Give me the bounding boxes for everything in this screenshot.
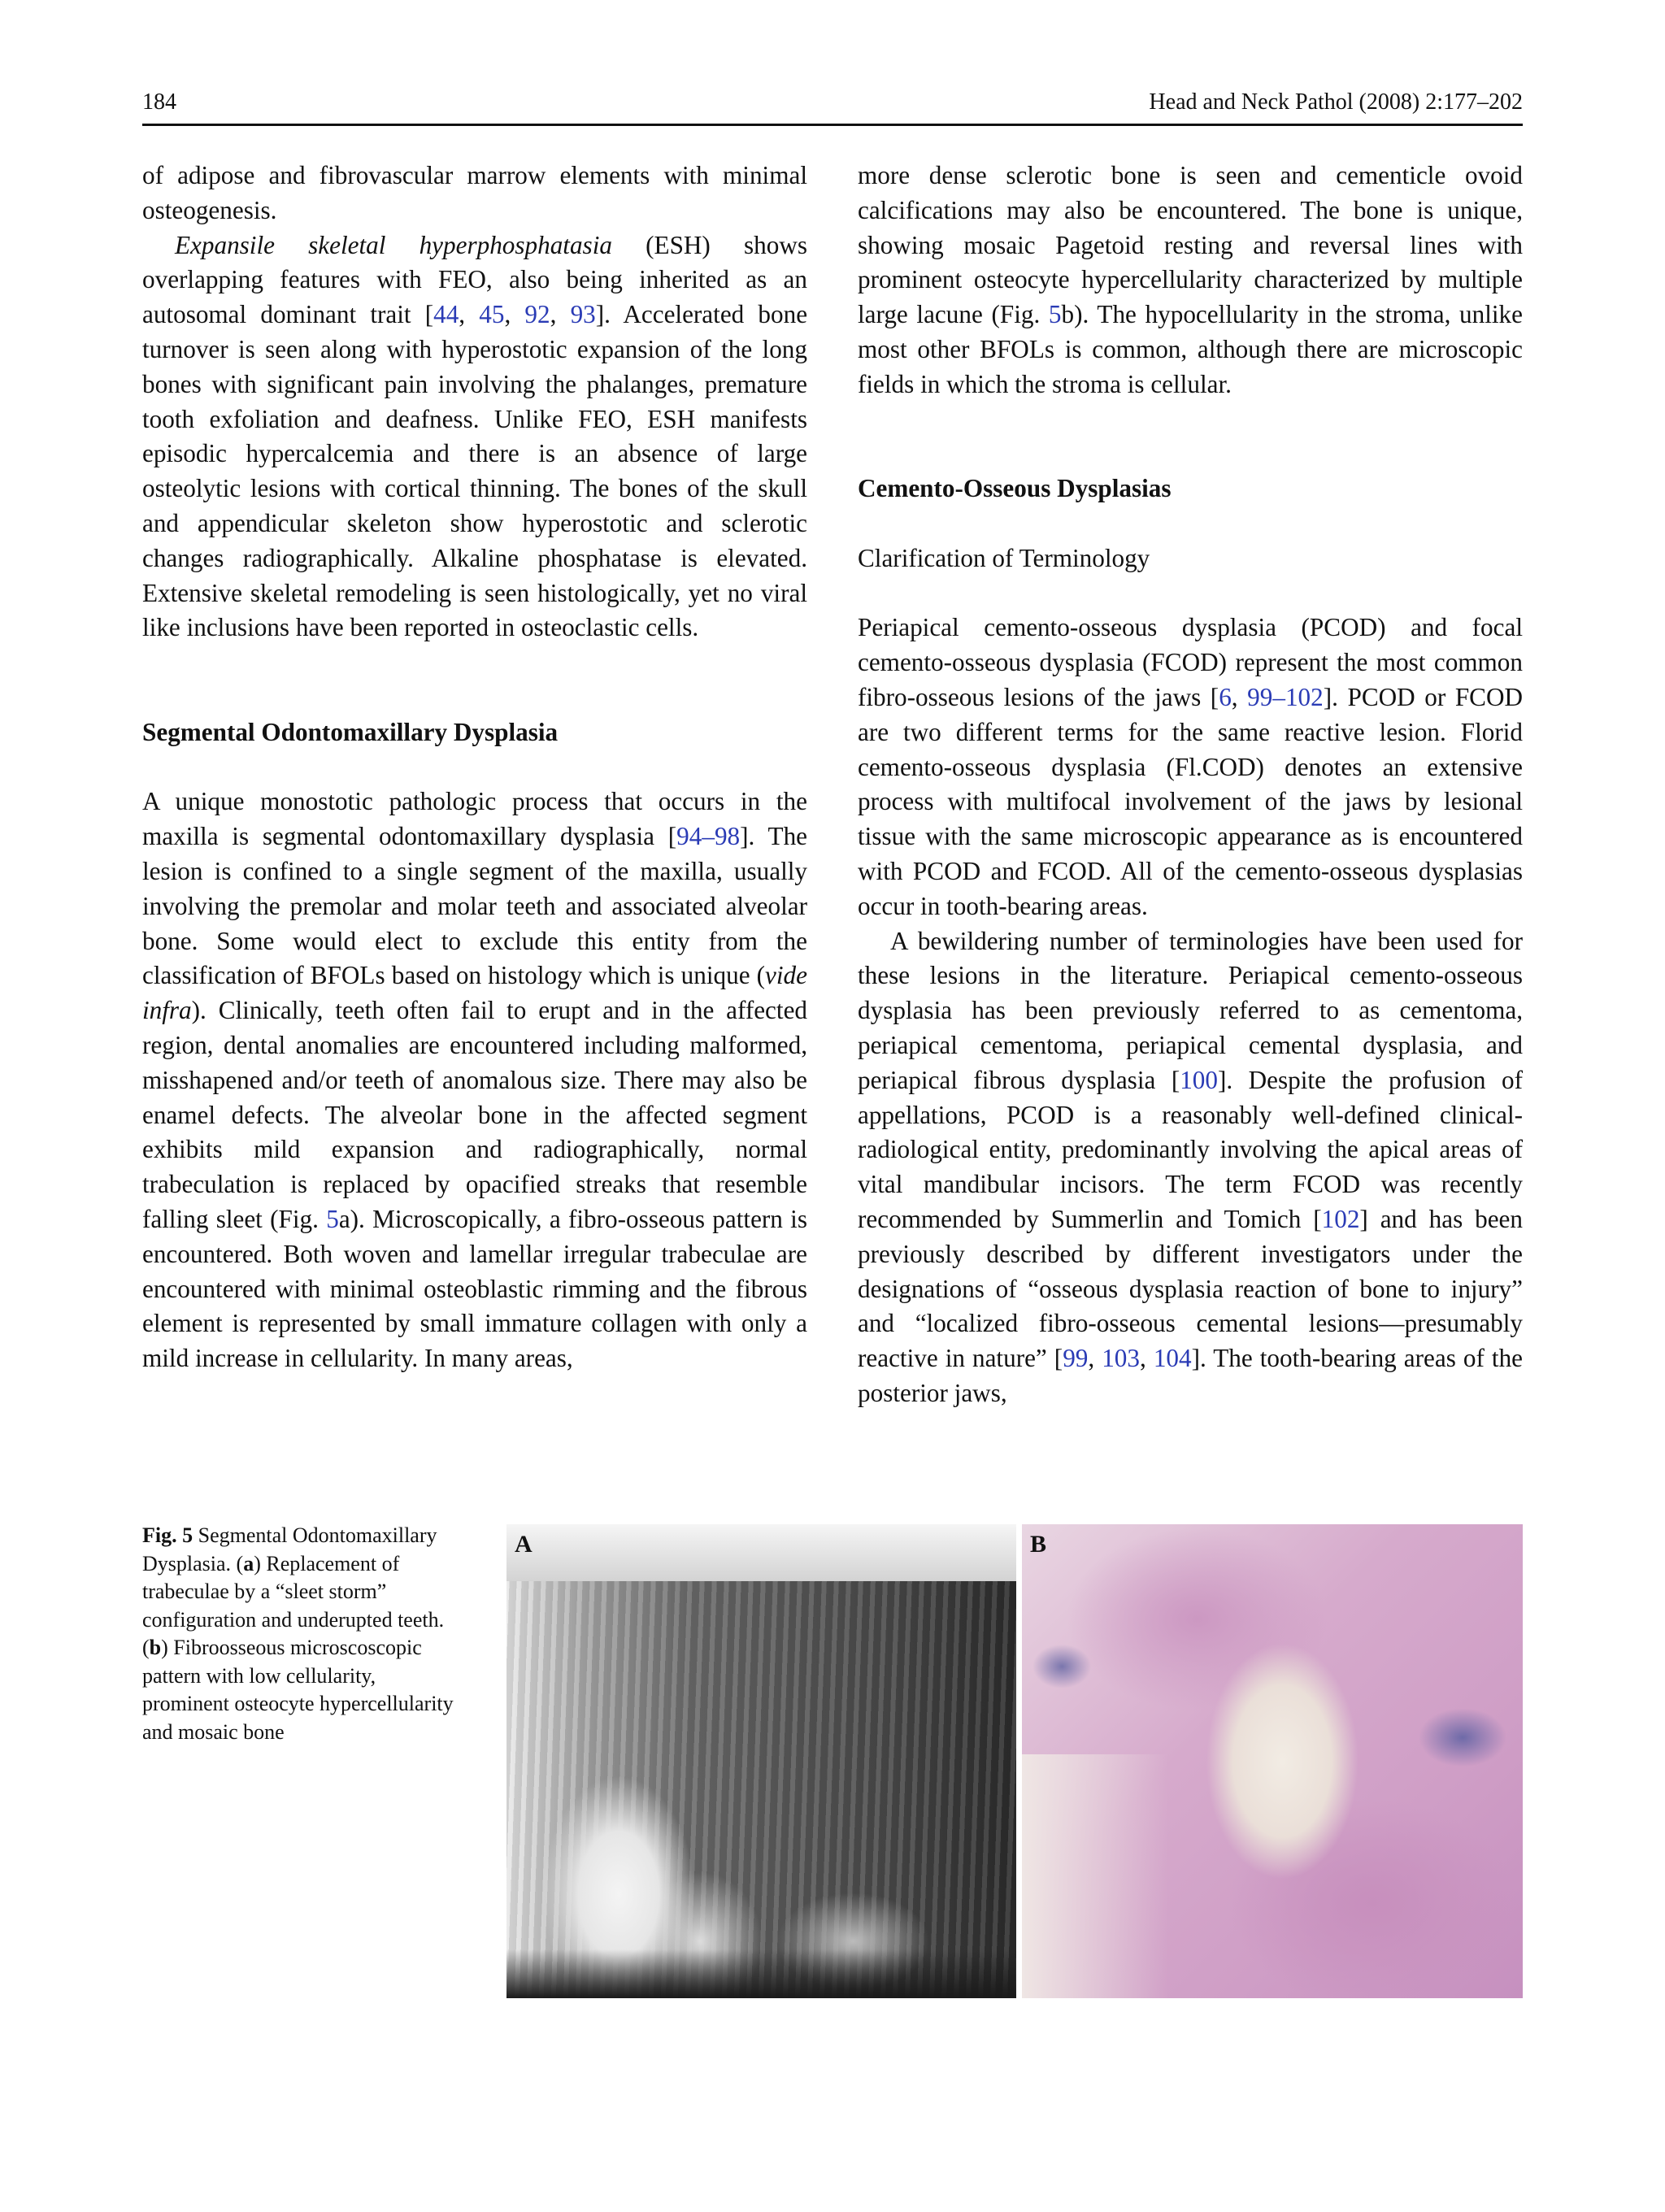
citation-link[interactable]: 6 xyxy=(1219,682,1232,711)
citation-link[interactable]: 104 xyxy=(1153,1344,1192,1373)
citation-link[interactable]: 92 xyxy=(524,300,550,329)
citation-link[interactable]: 102 xyxy=(1321,1204,1360,1233)
right-column xyxy=(858,159,1523,1411)
left-paragraph-segmental: A unique monostotic pathologic process that occurs in the maxilla is segmental odontomaxillary dysplasia [94–98]. The lesion is confined to a single segment of the maxilla, usually involving the premolar and molar teeth and associated alveolar bone. Some would elect to exclude this entity from the classification of BFOLs based on histology which is unique (vide infra). Clinically, teeth often fail to erupt and in the affected region, dental anomalies are encountered including malformed, misshapened and/or teeth of anomalous size. There may also be enamel defects. The alveolar bone in the affected segment exhibits mild expansion and radiographically, normal trabeculation is replaced by opacified streaks that resemble falling sleet (Fig. 5a). Microscopically, a fibro-osseous pattern is encountered. Both woven and lamellar irregular trabeculae are encountered with minimal osteoblastic rimming and the fibrous element is represented by small immature collagen with only a mild increase in cellularity. In many areas, xyxy=(142,787,808,1373)
histology-panel-b xyxy=(1022,1524,1523,1998)
left-paragraph-esh: Expansile skeletal hyperphosphatasia (ESH) shows overlapping features with FEO, also being inherited as an autosomal dominant trait [44, 45, 92, 93]. Accelerated bone turnover is seen along with hyperostotic expansion of the long bones with significant pain involving the phalanges, premature tooth exfoliation and deafness. Unlike FEO, ESH manifests episodic hypercalcemia and there is an absence of large osteolytic lesions with cortical thinning. The bones of the skull and appendicular skeleton show hyperostotic and sclerotic changes radiographically. Alkaline phosphatase is elevated. Extensive skeletal remodeling is seen histologically, yet no viral like inclusions have been reported in osteoclastic cells. xyxy=(142,230,808,642)
panel-label-a: A xyxy=(515,1531,533,1558)
journal-citation: Head and Neck Pathol (2008) 2:177–202 xyxy=(1149,89,1523,115)
citation-link[interactable]: 103 xyxy=(1102,1344,1140,1373)
citation-link[interactable]: 94–98 xyxy=(676,822,741,851)
citation-link[interactable]: 93 xyxy=(570,300,596,329)
left-column xyxy=(142,159,807,1376)
page-number: 184 xyxy=(142,89,176,115)
citation-link[interactable]: 44 xyxy=(433,300,459,329)
figure-link[interactable]: 5 xyxy=(326,1204,339,1233)
section-heading-segmental: Segmental Odontomaxillary Dysplasia xyxy=(142,717,559,746)
right-paragraph-1: more dense sclerotic bone is seen and cementicle ovoid calcifications may also be encountered. The bone is unique, showing mosaic Pagetoid resting and reversal lines with prominent osteocyte hypercellularity characterized by multiple large lacune (Fig. 5b). The hypocellularity in the stroma, unlike most other BFOLs is common, although there are microscopic fields in which the stroma is cellular. xyxy=(858,161,1523,398)
figure-5 xyxy=(506,1524,1523,1998)
radiograph-panel-a xyxy=(506,1524,1016,1998)
left-paragraph-1: of adipose and fibrovascular marrow elements with minimal osteogenesis. xyxy=(142,161,807,224)
citation-link[interactable]: 99 xyxy=(1063,1344,1089,1373)
esh-term: Expansile skeletal hyperphosphatasia xyxy=(175,230,612,259)
figure-caption: Fig. 5 Segmental Odontomaxillary Dysplasia. (a) Replacement of trabeculae by a “sleet storm” configuration and underupted teeth. (b) Fibroosseous microscoscopic pattern with low cellularity, prominent osteocyte hypercellularity and mosaic bone xyxy=(142,1523,454,1744)
citation-link[interactable]: 99–102 xyxy=(1247,682,1324,711)
citation-link[interactable]: 45 xyxy=(479,300,505,329)
section-heading-cemento: Cemento-Osseous Dysplasias xyxy=(858,474,1172,503)
panel-label-b: B xyxy=(1030,1531,1047,1558)
subheading-terminology: Clarification of Terminology xyxy=(858,543,1150,572)
header-rule xyxy=(142,124,1523,126)
citation-link[interactable]: 100 xyxy=(1180,1065,1218,1094)
figure-link[interactable]: 5 xyxy=(1048,300,1062,329)
right-paragraph-pcod: Periapical cemento-osseous dysplasia (PCOD) and focal cemento-osseous dysplasia (FCOD) represent the most common fibro-osseous lesions of the jaws [6, 99–102]. PCOD or FCOD are two different terms for the same reactive lesion. Florid cemento-osseous dysplasia (Fl.COD) denotes an extensive process with multifocal involvement of the jaws by lesional tissue with the same microscopic appearance as is encountered with PCOD and FCOD. All of the cemento-osseous dysplasias occur in tooth-bearing areas. xyxy=(858,613,1524,920)
right-paragraph-terminologies: A bewildering number of terminologies have been used for these lesions in the literature. Periapical cemento-osseous dysplasia has been previously referred to as cementoma, periapical cementoma, periapical cemental dysplasia, and periapical fibrous dysplasia [100]. Despite the profusion of appellations, PCOD is a reasonably well-defined clinical-radiological entity, predominantly involving the apical areas of vital mandibular incisors. The term FCOD was recently recommended by Summerlin and Tomich [102] and has been previously described by different investigators under the designations of “osseous dysplasia reaction of bone to injury” and “localized fibro-osseous cemental lesions—presumably reactive in nature” [99, 103, 104]. The tooth-bearing areas of the posterior jaws, xyxy=(858,926,1523,1407)
